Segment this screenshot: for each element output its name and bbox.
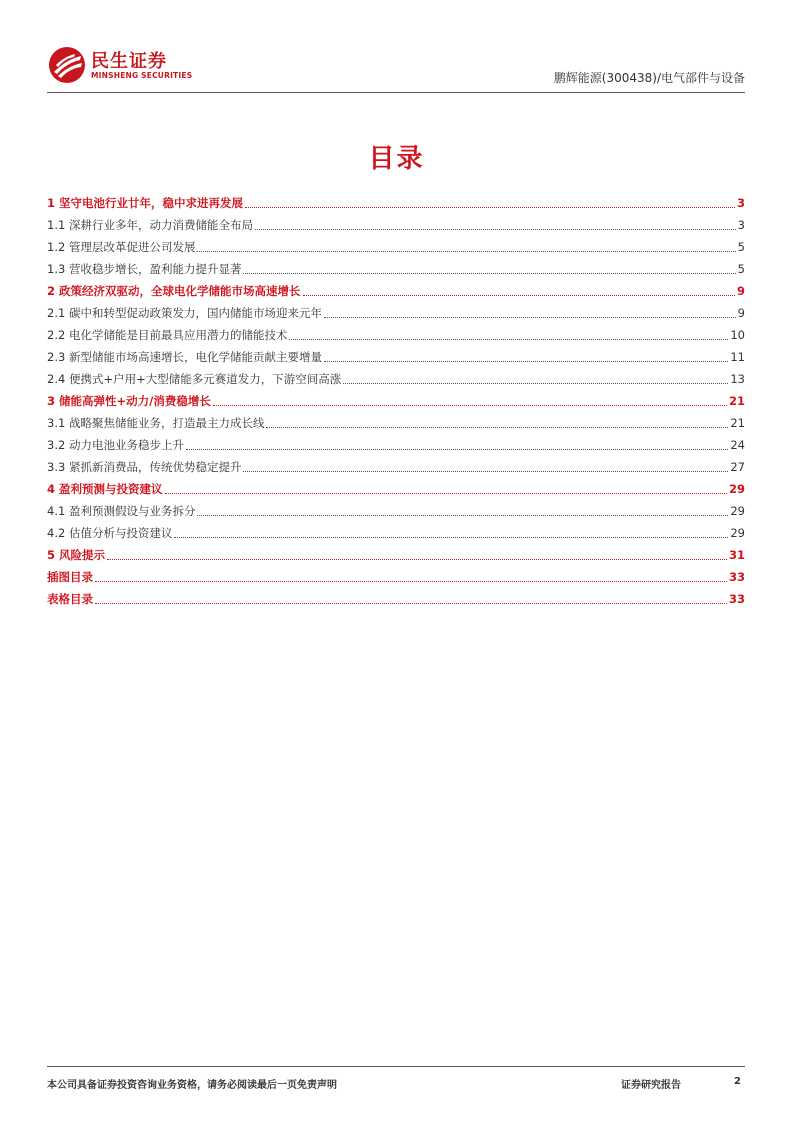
toc-entry-page: 3 — [737, 218, 745, 232]
toc-entry-page: 3 — [736, 196, 745, 210]
toc-entry-label: 2.4 便携式+户用+大型储能多元赛道发力，下游空间高涨 — [47, 372, 342, 386]
toc-dot-leader — [95, 581, 727, 582]
toc-section-entry[interactable] — [47, 408, 745, 430]
toc-dot-leader — [186, 449, 728, 450]
toc-entry-page: 9 — [736, 284, 745, 298]
toc-chapter-entry[interactable] — [47, 386, 745, 408]
toc-entry-page: 33 — [728, 570, 745, 584]
toc-section-entry[interactable] — [47, 364, 745, 386]
toc-entry-label: 1.3 营收稳步增长，盈利能力提升显著 — [47, 262, 242, 276]
toc-dot-leader — [324, 317, 736, 318]
toc-entry-page: 29 — [730, 526, 745, 540]
table-of-contents — [47, 188, 745, 606]
toc-entry-label: 3.2 动力电池业务稳步上升 — [47, 438, 184, 452]
toc-entry-page: 33 — [728, 592, 745, 606]
toc-dot-leader — [343, 383, 728, 384]
toc-entry-page: 11 — [730, 350, 745, 364]
toc-chapter-entry[interactable] — [47, 276, 745, 298]
toc-entry-page: 27 — [730, 460, 745, 474]
toc-entry-label: 4.2 估值分析与投资建议 — [47, 526, 173, 540]
page-footer — [47, 1066, 745, 1097]
toc-dot-leader — [243, 273, 735, 274]
footer-report-type: 证券研究报告 — [621, 1080, 681, 1091]
toc-entry-label: 3 储能高弹性+动力/消费稳增长 — [47, 394, 211, 408]
toc-entry-page: 13 — [730, 372, 745, 386]
toc-entry-page: 29 — [728, 482, 745, 496]
toc-entry-page: 9 — [737, 306, 745, 320]
toc-entry-page: 31 — [728, 548, 745, 562]
report-subject: 鹏辉能源(300438)/电气部件与设备 — [553, 71, 745, 85]
toc-entry-label: 插图目录 — [47, 570, 93, 584]
toc-entry-page: 5 — [737, 240, 745, 254]
footer-page-number: 2 — [734, 1076, 741, 1087]
toc-section-entry[interactable] — [47, 342, 745, 364]
toc-section-entry[interactable] — [47, 254, 745, 276]
toc-dot-leader — [213, 405, 727, 406]
toc-entry-page: 21 — [728, 394, 745, 408]
toc-dot-leader — [324, 361, 728, 362]
toc-section-entry[interactable] — [47, 298, 745, 320]
toc-chapter-entry[interactable] — [47, 188, 745, 210]
logo-emblem-icon — [47, 45, 87, 85]
toc-dot-leader — [289, 339, 728, 340]
toc-section-entry[interactable] — [47, 232, 745, 254]
toc-entry-label: 2.3 新型储能市场高速增长，电化学储能贡献主要增量 — [47, 350, 322, 364]
footer-disclaimer: 本公司具备证券投资咨询业务资格，请务必阅读最后一页免责声明 — [47, 1080, 337, 1091]
toc-entry-label: 1.2 管理层改革促进公司发展 — [47, 240, 196, 254]
toc-dot-leader — [255, 229, 736, 230]
toc-entry-label: 2 政策经济双驱动，全球电化学储能市场高速增长 — [47, 284, 301, 298]
toc-entry-page: 10 — [730, 328, 745, 342]
toc-entry-label: 1.1 深耕行业多年，动力消费储能全布局 — [47, 218, 253, 232]
toc-section-entry[interactable] — [47, 320, 745, 342]
toc-entry-label: 4.1 盈利预测假设与业务拆分 — [47, 504, 196, 518]
logo-text-cn: 民生证券 — [91, 51, 167, 72]
toc-entry-label: 3.3 紧抓新消费品，传统优势稳定提升 — [47, 460, 242, 474]
toc-chapter-entry[interactable] — [47, 562, 745, 584]
toc-entry-label: 4 盈利预测与投资建议 — [47, 482, 163, 496]
toc-entry-page: 5 — [737, 262, 745, 276]
toc-dot-leader — [243, 471, 728, 472]
toc-dot-leader — [95, 603, 727, 604]
toc-entry-page: 21 — [730, 416, 745, 430]
toc-section-entry[interactable] — [47, 452, 745, 474]
logo-text-en: MINSHENG SECURITIES — [91, 71, 193, 80]
toc-entry-label: 5 风险提示 — [47, 548, 106, 562]
toc-dot-leader — [107, 559, 727, 560]
toc-entry-page: 24 — [730, 438, 745, 452]
toc-entry-label: 1 坚守电池行业廿年，稳中求进再发展 — [47, 196, 244, 210]
toc-dot-leader — [174, 537, 728, 538]
toc-section-entry[interactable] — [47, 430, 745, 452]
toc-dot-leader — [197, 515, 728, 516]
toc-dot-leader — [165, 493, 727, 494]
toc-chapter-entry[interactable] — [47, 474, 745, 496]
company-logo — [47, 45, 197, 85]
toc-entry-page: 29 — [730, 504, 745, 518]
toc-dot-leader — [266, 427, 728, 428]
toc-chapter-entry[interactable] — [47, 540, 745, 562]
toc-title: 目录 — [368, 144, 425, 174]
toc-section-entry[interactable] — [47, 518, 745, 540]
toc-dot-leader — [197, 251, 735, 252]
toc-section-entry[interactable] — [47, 496, 745, 518]
toc-dot-leader — [303, 295, 735, 296]
page-header — [47, 42, 745, 93]
toc-entry-label: 2.1 碳中和转型促动政策发力，国内储能市场迎来元年 — [47, 306, 322, 320]
toc-entry-label: 2.2 电化学储能是目前最具应用潜力的储能技术 — [47, 328, 288, 342]
toc-chapter-entry[interactable] — [47, 584, 745, 606]
toc-section-entry[interactable] — [47, 210, 745, 232]
toc-entry-label: 3.1 战略聚焦储能业务，打造最主力成长线 — [47, 416, 265, 430]
toc-dot-leader — [245, 207, 735, 208]
toc-entry-label: 表格目录 — [47, 592, 93, 606]
